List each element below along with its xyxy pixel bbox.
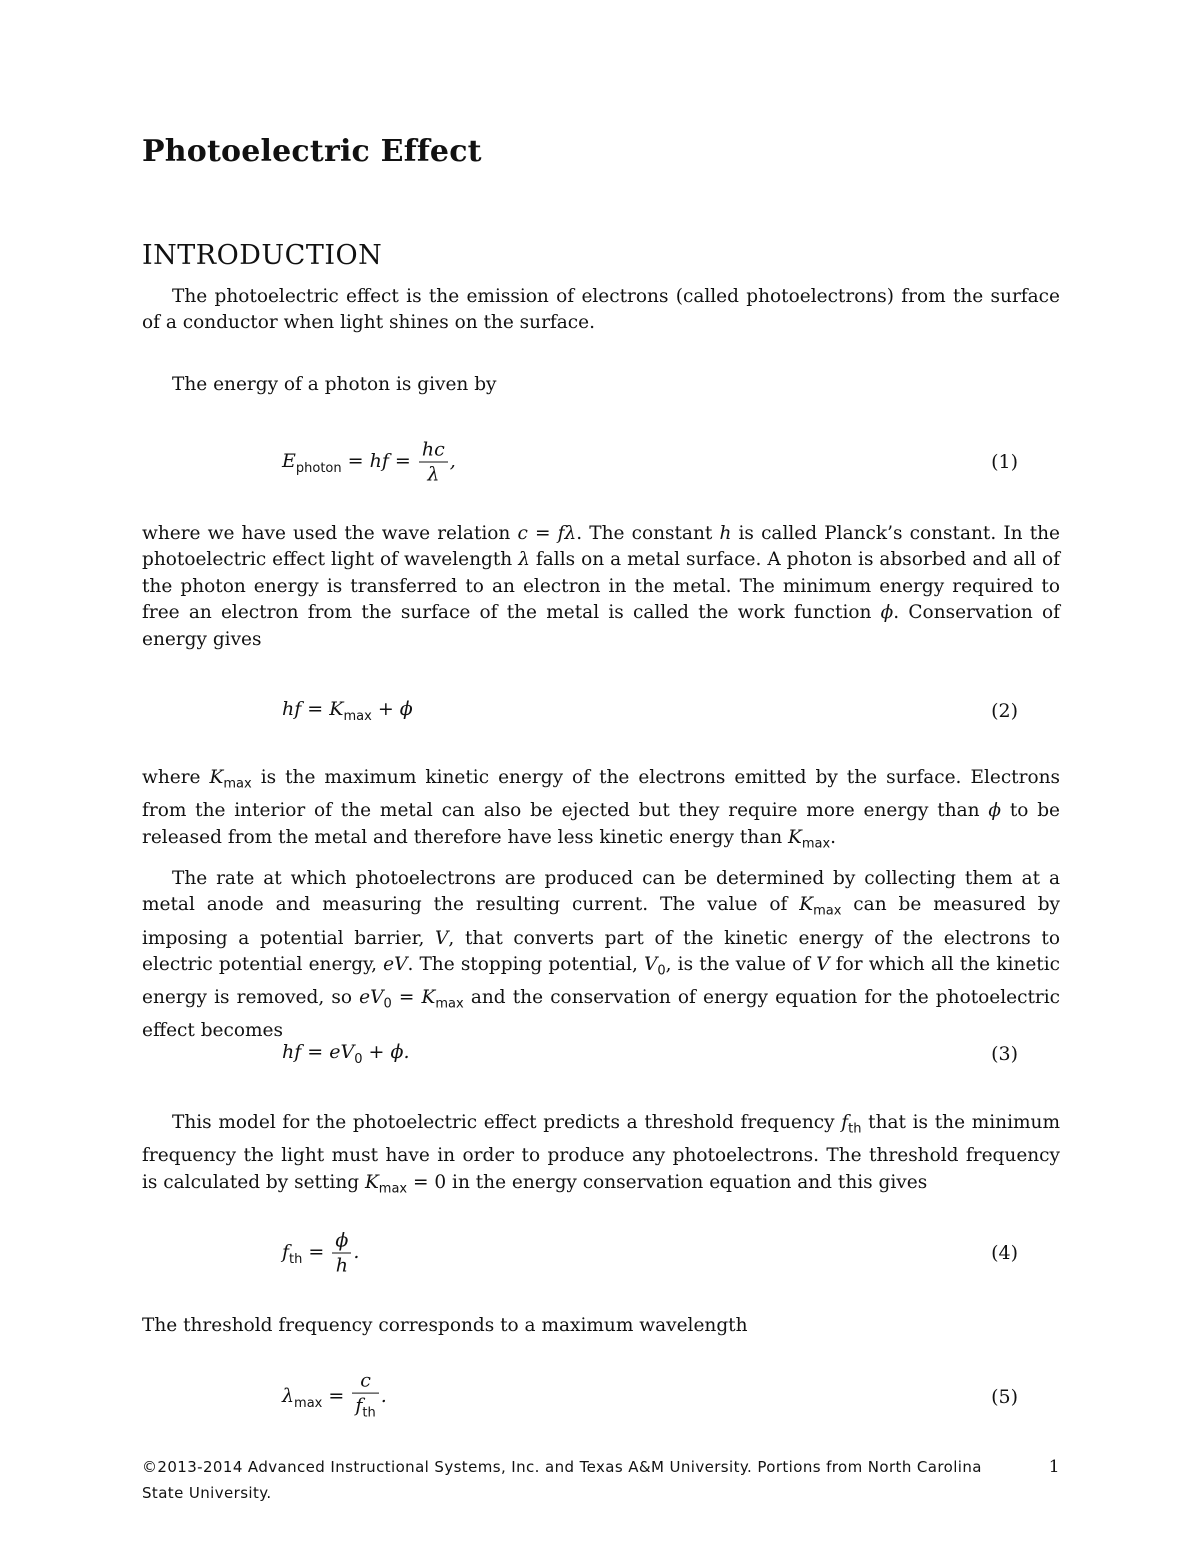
page-title: Photoelectric Effect xyxy=(142,134,482,169)
equation-4-label: (4) xyxy=(991,1242,1018,1264)
p5-text-c: , that converts part of the kinetic energy of the electrons to electric potential energy, xyxy=(142,927,1060,975)
eq4-lhs: f xyxy=(282,1241,290,1263)
paragraph-photon-energy: The energy of a photon is given by xyxy=(172,374,497,395)
p5-k3-sub: max xyxy=(435,996,464,1012)
p3-phi-symbol: ϕ xyxy=(880,602,894,624)
eq4-numerator: ϕ xyxy=(332,1230,351,1254)
p5-text-g: = xyxy=(391,987,422,1008)
eq5-numerator: c xyxy=(352,1370,378,1394)
paragraph-intro: The photoelectric effect is the emission of electrons (called photoelectrons) from the surface of a conductor when light shines on the surface. xyxy=(142,286,1060,334)
equation-2-label: (2) xyxy=(991,700,1018,722)
footer xyxy=(142,1454,1060,1506)
p3-text-c: is called Planck’s constant. In the photoelectric effect light of wavelength xyxy=(142,523,1061,571)
eq5-denominator xyxy=(352,1394,378,1425)
p4-text-a: where xyxy=(142,767,210,788)
p5-k-sub: max xyxy=(813,904,842,920)
eq3-tail: + ϕ. xyxy=(362,1041,410,1064)
eq5-lhs: λ xyxy=(282,1385,295,1408)
eq2-tail: + ϕ xyxy=(371,698,413,721)
p5-text-a: The rate at which photoelectrons are produced can be determined by collecting them at a metal anode and measuring the resulting current. The value of xyxy=(142,868,1060,916)
p3-text-e: . Conservation of energy gives xyxy=(142,602,1060,650)
equation-1-label: (1) xyxy=(991,451,1018,473)
eq3-sub: 0 xyxy=(354,1051,363,1067)
equation-5 xyxy=(282,1369,1062,1422)
p5-text-d: . The stopping potential, xyxy=(407,953,644,975)
p4-k2-sub: max xyxy=(801,836,831,852)
p4-text-b: is the maximum kinetic energy of the electrons emitted by the surface. Electrons from the interior of the metal can also be ejected but they require more energy than xyxy=(142,767,1060,822)
eq4-lhs-sub: th xyxy=(289,1251,303,1267)
eq5-den-f: f xyxy=(355,1394,363,1417)
p6-k-symbol: K xyxy=(364,1171,379,1193)
footer-copyright: ©2013-2014 Advanced Instructional Systems, Inc. and Texas A&M University. Portions from North Carolina State University. xyxy=(142,1458,982,1502)
p6-f-sub: th xyxy=(848,1121,862,1137)
eq1-tail: , xyxy=(449,450,456,472)
p4-text-c: to be released from the metal and therefore have less kinetic energy than xyxy=(142,800,1060,848)
equation-1 xyxy=(282,437,1062,487)
p5-text-h: and the conservation of energy equation for the photoelectric effect becomes xyxy=(142,987,1061,1042)
p4-k-symbol: K xyxy=(209,767,224,788)
p5-text-f: for which all the kinetic energy is removed, so xyxy=(142,953,1060,1008)
eq4-tail: . xyxy=(353,1241,360,1263)
p4-k-sub: max xyxy=(223,776,252,792)
eq2-text: hf = K xyxy=(282,698,344,721)
eq4-mid: = xyxy=(302,1241,331,1263)
eq5-tail: . xyxy=(380,1385,387,1408)
p5-text-b: can be measured by imposing a potential barrier, xyxy=(142,894,1060,949)
p4-text-d: . xyxy=(830,826,837,848)
p6-text-a: This model for the photoelectric effect predicts a threshold frequency xyxy=(172,1112,842,1133)
p6-text-c: = 0 in the energy conservation equation and this gives xyxy=(407,1171,928,1193)
eq1-numerator: hc xyxy=(419,439,448,463)
paragraph-threshold xyxy=(142,1110,1060,1203)
eq5-mid: = xyxy=(322,1385,351,1408)
p4-phi-symbol: ϕ xyxy=(988,800,1002,822)
page-number: 1 xyxy=(1048,1457,1060,1477)
p5-k3-symbol: K xyxy=(421,987,436,1008)
eq1-lhs: E xyxy=(282,450,296,472)
equation-5-label: (5) xyxy=(991,1386,1018,1408)
equation-3 xyxy=(282,1029,1062,1079)
p3-planck-symbol: h xyxy=(719,523,732,544)
p5-ev0-sub: 0 xyxy=(383,996,392,1012)
p5-v0-symbol: V xyxy=(644,953,658,975)
p3-lambda-symbol: λ xyxy=(518,549,530,571)
p5-ev-symbol: eV xyxy=(383,953,408,975)
eq1-lhs-sub: photon xyxy=(295,460,342,476)
p5-v-symbol: V xyxy=(435,927,449,949)
p3-text-b: . The constant xyxy=(576,523,720,544)
p5-v0-sub: 0 xyxy=(657,963,666,979)
p4-k2-symbol: K xyxy=(788,826,802,848)
p3-text-d: falls on a metal surface. A photon is absorbed and all of the photon energy is transferred to an electron in the metal. The minimum energy required to free an electron from the surface of the metal is called the work function xyxy=(142,549,1060,624)
p5-ev0-symbol: eV xyxy=(359,987,384,1008)
eq5-fraction xyxy=(352,1370,378,1425)
section-heading: INTRODUCTION xyxy=(142,240,383,271)
p5-v2-symbol: V xyxy=(816,953,830,975)
p5-text-e: , is the value of xyxy=(665,953,817,975)
eq5-den-sub: th xyxy=(362,1405,376,1421)
eq1-denominator: λ xyxy=(427,463,440,486)
p3-wave-relation: c = fλ xyxy=(517,523,577,544)
equation-4 xyxy=(282,1228,1062,1278)
eq4-denominator: h xyxy=(335,1254,348,1277)
eq1-fraction xyxy=(419,439,448,486)
paragraph-stopping-potential xyxy=(142,866,1060,1045)
eq4-fraction xyxy=(332,1230,351,1277)
p6-k-sub: max xyxy=(378,1181,408,1197)
eq1-mid: = hf = xyxy=(341,450,417,472)
paragraph-kmax xyxy=(142,765,1060,858)
p3-text-a: where we have used the wave relation xyxy=(142,523,518,544)
equation-3-label: (3) xyxy=(991,1043,1018,1065)
paragraph-work-function xyxy=(142,521,1060,653)
eq3-text: hf = eV xyxy=(282,1041,355,1064)
eq5-lhs-sub: max xyxy=(294,1395,323,1411)
equation-2 xyxy=(282,686,1062,736)
p6-text-b: that is the minimum frequency the light must have in order to produce any photoelectrons. The threshold frequency is calculated by setting xyxy=(142,1112,1061,1193)
paragraph-max-wavelength: The threshold frequency corresponds to a maximum wavelength xyxy=(142,1315,748,1336)
p6-f-symbol: f xyxy=(841,1112,849,1133)
eq2-sub: max xyxy=(343,708,372,724)
p5-k-symbol: K xyxy=(799,894,814,916)
